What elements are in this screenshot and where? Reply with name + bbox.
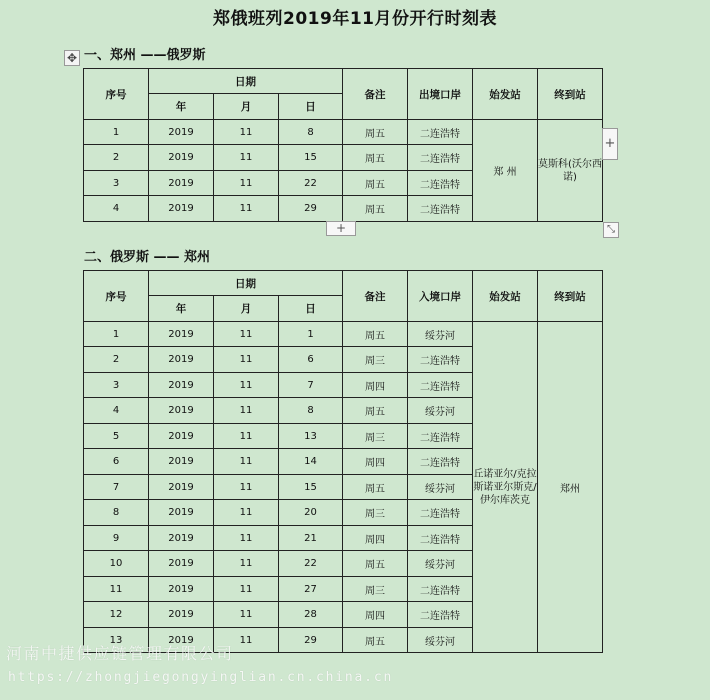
- cell-port: 二连浩特: [408, 500, 473, 526]
- cell-remark: 周五: [343, 171, 408, 196]
- cell-seq: 11: [84, 577, 149, 602]
- header-year: 年: [149, 94, 214, 120]
- cell-port: 绥芬河: [408, 628, 473, 653]
- cell-day: 1: [279, 322, 343, 347]
- cell-day: 8: [279, 120, 343, 145]
- cell-month: 11: [214, 577, 279, 602]
- header-origin: 始发站: [473, 69, 538, 120]
- cell-year: 2019: [149, 120, 214, 145]
- cell-port: 绥芬河: [408, 398, 473, 424]
- header-day: 日: [279, 296, 343, 322]
- cell-port: 二连浩特: [408, 171, 473, 196]
- cell-seq: 5: [84, 424, 149, 449]
- cell-month: 11: [214, 628, 279, 653]
- cell-port: 二连浩特: [408, 424, 473, 449]
- cell-month: 11: [214, 171, 279, 196]
- cell-port: 二连浩特: [408, 373, 473, 398]
- cell-day: 15: [279, 475, 343, 500]
- cell-day: 28: [279, 602, 343, 628]
- cell-month: 11: [214, 373, 279, 398]
- cell-month: 11: [214, 602, 279, 628]
- cell-remark: 周五: [343, 398, 408, 424]
- cell-seq: 1: [84, 120, 149, 145]
- cell-year: 2019: [149, 145, 214, 171]
- cell-remark: 周五: [343, 628, 408, 653]
- schedule-table-outbound: [83, 68, 603, 222]
- cell-seq: 13: [84, 628, 149, 653]
- cell-seq: 6: [84, 449, 149, 475]
- schedule-table-inbound: [83, 270, 603, 653]
- cell-day: 20: [279, 500, 343, 526]
- cell-day: 6: [279, 347, 343, 373]
- cell-seq: 1: [84, 322, 149, 347]
- page-title: 郑俄班列2019年11月份开行时刻表: [213, 9, 497, 29]
- cell-day: 29: [279, 628, 343, 653]
- add-row-button[interactable]: +: [326, 221, 356, 236]
- cell-remark: 周五: [343, 322, 408, 347]
- cell-seq: 3: [84, 373, 149, 398]
- header-destination: 终到站: [538, 271, 603, 322]
- cell-year: 2019: [149, 424, 214, 449]
- cell-day: 14: [279, 449, 343, 475]
- cell-remark: 周四: [343, 526, 408, 551]
- cell-remark: 周三: [343, 347, 408, 373]
- add-column-button[interactable]: +: [602, 128, 618, 160]
- cell-port: 绥芬河: [408, 551, 473, 577]
- cell-destination: 莫斯科(沃尔西诺): [538, 120, 603, 222]
- cell-seq: 7: [84, 475, 149, 500]
- cell-port: 绥芬河: [408, 475, 473, 500]
- cell-year: 2019: [149, 628, 214, 653]
- header-remark: 备注: [343, 271, 408, 322]
- cell-seq: 10: [84, 551, 149, 577]
- cell-seq: 4: [84, 196, 149, 222]
- table-row: [84, 120, 603, 145]
- cell-day: 22: [279, 551, 343, 577]
- section1-heading: 一、郑州 ——俄罗斯: [84, 48, 206, 63]
- cell-year: 2019: [149, 171, 214, 196]
- table-resize-handle-icon[interactable]: ⤡: [603, 222, 619, 238]
- cell-remark: 周四: [343, 373, 408, 398]
- cell-origin: 丘诺亚尔/克拉斯诺亚尔斯克/伊尔库茨克: [473, 322, 538, 653]
- cell-day: 27: [279, 577, 343, 602]
- cell-month: 11: [214, 424, 279, 449]
- cell-remark: 周五: [343, 120, 408, 145]
- cell-year: 2019: [149, 577, 214, 602]
- cell-year: 2019: [149, 196, 214, 222]
- cell-day: 22: [279, 171, 343, 196]
- cell-remark: 周三: [343, 577, 408, 602]
- cell-year: 2019: [149, 322, 214, 347]
- cell-remark: 周五: [343, 196, 408, 222]
- cell-month: 11: [214, 120, 279, 145]
- cell-seq: 8: [84, 500, 149, 526]
- cell-month: 11: [214, 398, 279, 424]
- cell-seq: 12: [84, 602, 149, 628]
- cell-year: 2019: [149, 551, 214, 577]
- cell-day: 15: [279, 145, 343, 171]
- cell-year: 2019: [149, 347, 214, 373]
- cell-year: 2019: [149, 602, 214, 628]
- header-seq: 序号: [84, 69, 149, 120]
- header-year: 年: [149, 296, 214, 322]
- header-month: 月: [214, 296, 279, 322]
- cell-month: 11: [214, 145, 279, 171]
- cell-year: 2019: [149, 475, 214, 500]
- cell-port: 二连浩特: [408, 196, 473, 222]
- cell-remark: 周五: [343, 475, 408, 500]
- header-month: 月: [214, 94, 279, 120]
- header-origin: 始发站: [473, 271, 538, 322]
- cell-port: 二连浩特: [408, 602, 473, 628]
- cell-port: 二连浩特: [408, 347, 473, 373]
- cell-month: 11: [214, 551, 279, 577]
- header-destination: 终到站: [538, 69, 603, 120]
- cell-day: 8: [279, 398, 343, 424]
- table-move-handle-icon[interactable]: ✥: [64, 50, 80, 66]
- cell-month: 11: [214, 500, 279, 526]
- cell-port: 二连浩特: [408, 145, 473, 171]
- header-remark: 备注: [343, 69, 408, 120]
- cell-port: 绥芬河: [408, 322, 473, 347]
- cell-day: 21: [279, 526, 343, 551]
- watermark-url: https://zhongjiegongyinglian.cn.china.cn: [8, 670, 394, 685]
- cell-year: 2019: [149, 373, 214, 398]
- cell-day: 13: [279, 424, 343, 449]
- header-entry-port: 入境口岸: [408, 271, 473, 322]
- cell-port: 二连浩特: [408, 120, 473, 145]
- header-date: 日期: [149, 271, 343, 296]
- watermark-company: 河南中捷供应链管理有限公司: [6, 644, 234, 663]
- cell-day: 29: [279, 196, 343, 222]
- cell-remark: 周五: [343, 145, 408, 171]
- cell-origin: 郑 州: [473, 120, 538, 222]
- cell-destination: 郑州: [538, 322, 603, 653]
- cell-port: 二连浩特: [408, 449, 473, 475]
- cell-month: 11: [214, 449, 279, 475]
- cell-year: 2019: [149, 398, 214, 424]
- cell-port: 二连浩特: [408, 526, 473, 551]
- cell-month: 11: [214, 475, 279, 500]
- section2-heading: 二、俄罗斯 —— 郑州: [84, 250, 211, 265]
- header-seq: 序号: [84, 271, 149, 322]
- table-row: [84, 322, 603, 347]
- cell-seq: 4: [84, 398, 149, 424]
- cell-month: 11: [214, 347, 279, 373]
- cell-month: 11: [214, 526, 279, 551]
- cell-remark: 周四: [343, 449, 408, 475]
- cell-seq: 2: [84, 145, 149, 171]
- cell-seq: 9: [84, 526, 149, 551]
- cell-seq: 3: [84, 171, 149, 196]
- cell-port: 二连浩特: [408, 577, 473, 602]
- cell-year: 2019: [149, 500, 214, 526]
- header-date: 日期: [149, 69, 343, 94]
- cell-remark: 周三: [343, 500, 408, 526]
- cell-remark: 周三: [343, 424, 408, 449]
- cell-remark: 周四: [343, 602, 408, 628]
- cell-year: 2019: [149, 449, 214, 475]
- cell-month: 11: [214, 322, 279, 347]
- cell-seq: 2: [84, 347, 149, 373]
- cell-month: 11: [214, 196, 279, 222]
- header-day: 日: [279, 94, 343, 120]
- cell-year: 2019: [149, 526, 214, 551]
- header-exit-port: 出境口岸: [408, 69, 473, 120]
- cell-day: 7: [279, 373, 343, 398]
- cell-remark: 周五: [343, 551, 408, 577]
